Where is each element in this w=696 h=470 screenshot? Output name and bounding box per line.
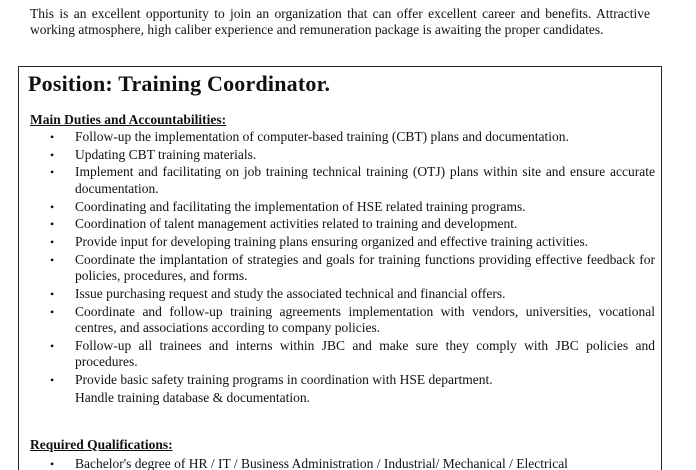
bullet-icon: • <box>50 165 55 180</box>
duties-heading: Main Duties and Accountabilities: <box>30 112 227 127</box>
bullet-icon: • <box>50 304 55 319</box>
qualifications-list <box>30 456 655 470</box>
bullet-icon: • <box>50 457 55 470</box>
duty-item: • Coordinating and facilitating the implementation of HSE related training programs. <box>50 198 526 214</box>
position-title: Position: Training Coordinator. <box>28 71 331 96</box>
duty-item: • Coordinate the implantation of strategies and goals for training functions providing effective feedback for policies, procedures, and forms. <box>50 251 655 284</box>
intro-paragraph: This is an excellent opportunity to join an organization that can offer excellent career and benefits. Attractive working atmosphere, high caliber experience and remuneration package is awaiting the proper candidates. <box>30 6 650 37</box>
duty-item: • Coordination of talent management activities related to training and development. <box>50 216 518 232</box>
duty-item: Handle training database & documentation. <box>75 389 311 405</box>
bullet-icon: • <box>50 372 55 387</box>
duty-item: • Issue purchasing request and study the associated technical and financial offers. <box>50 285 506 301</box>
bullet-icon: • <box>50 147 55 162</box>
duties-list <box>30 129 655 407</box>
duty-item: • Provide basic safety training programs in coordination with HSE department. <box>50 371 493 387</box>
duty-item: • Updating CBT training materials. <box>50 146 257 162</box>
duty-item: • Provide input for developing training plans ensuring organized and effective training activities. <box>50 233 589 249</box>
duty-item: • Follow-up all trainees and interns within JBC and make sure they comply with JBC policies and procedures. <box>50 337 655 370</box>
duty-item: • Follow-up the implementation of computer-based training (CBT) plans and documentation. <box>50 129 569 144</box>
duty-item: • Implement and facilitating on job training technical training (OTJ) plans within site and ensure accurate documentation. <box>50 164 655 196</box>
qualifications-heading: Required Qualifications: <box>30 437 173 452</box>
bullet-icon: • <box>50 199 55 214</box>
bullet-icon: • <box>50 217 55 232</box>
duty-item: • Coordinate and follow-up training agreements implementation with vendors, universities, vocational centres, and associations according to company policies. <box>50 303 655 335</box>
bullet-icon: • <box>50 252 55 267</box>
bullet-icon: • <box>50 130 55 144</box>
bullet-icon: • <box>50 286 55 301</box>
bullet-icon: • <box>50 338 55 353</box>
qualification-item: • Bachelor's degree of HR / IT / Business Administration / Industrial/ Mechanical / Electrical <box>30 456 655 470</box>
bullet-icon: • <box>50 234 55 249</box>
